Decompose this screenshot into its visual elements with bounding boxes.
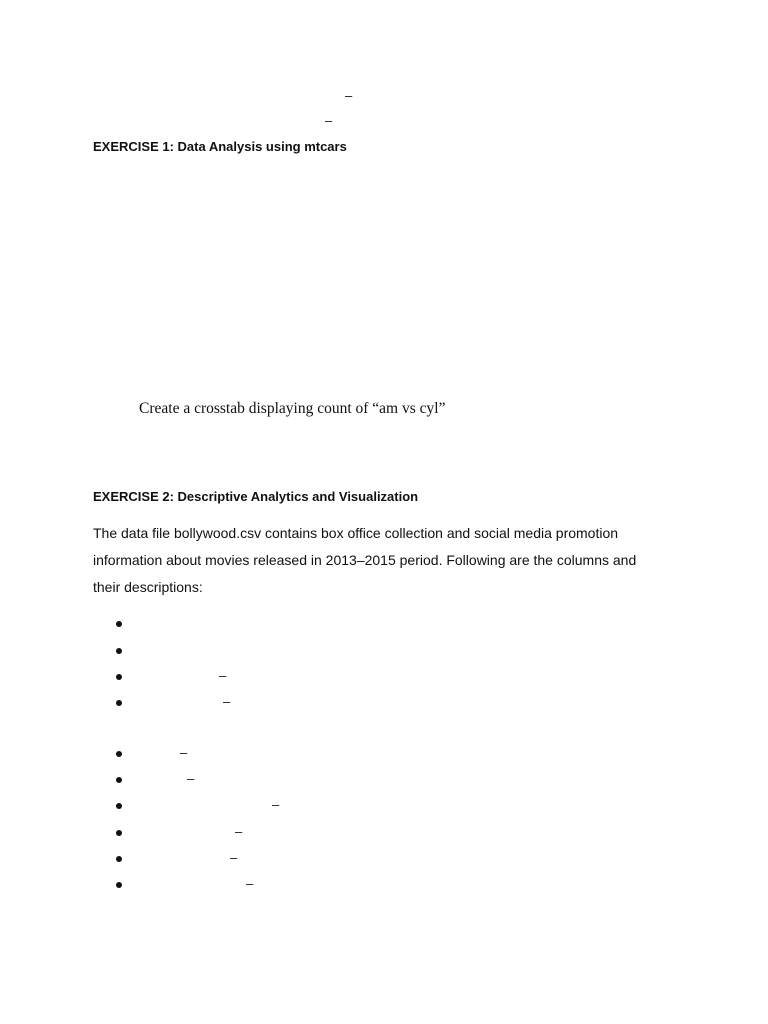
list-bullet <box>116 700 122 706</box>
paragraph-line: The data file bollywood.csv contains box office collection and social media promotion <box>93 525 619 541</box>
exercise-1-heading: EXERCISE 1: Data Analysis using mtcars <box>93 139 347 154</box>
list-item-dash: – <box>246 876 254 891</box>
list-bullet <box>116 856 122 862</box>
list-item-dash: – <box>223 694 231 709</box>
list-item-dash: – <box>235 824 243 839</box>
exercise-1-instruction: Create a crosstab displaying count of “am vs cyl” <box>139 400 446 417</box>
list-bullet <box>116 777 122 783</box>
list-bullet <box>116 751 122 757</box>
stray-dash: – <box>345 88 353 103</box>
list-bullet <box>116 803 122 809</box>
list-item-dash: – <box>219 668 227 683</box>
paragraph-line: their descriptions: <box>93 579 203 595</box>
list-item-dash: – <box>187 771 195 786</box>
paragraph-line: information about movies released in 2013–2015 period. Following are the columns and <box>93 552 637 568</box>
stray-dash: – <box>325 113 333 128</box>
exercise-2-heading: EXERCISE 2: Descriptive Analytics and Visualization <box>93 489 419 504</box>
list-bullet <box>116 621 122 627</box>
list-bullet <box>116 674 122 680</box>
list-item-dash: – <box>180 745 188 760</box>
list-bullet <box>116 830 122 836</box>
list-item-dash: – <box>272 797 280 812</box>
list-bullet <box>116 648 122 654</box>
list-bullet <box>116 882 122 888</box>
list-item-dash: – <box>230 850 238 865</box>
